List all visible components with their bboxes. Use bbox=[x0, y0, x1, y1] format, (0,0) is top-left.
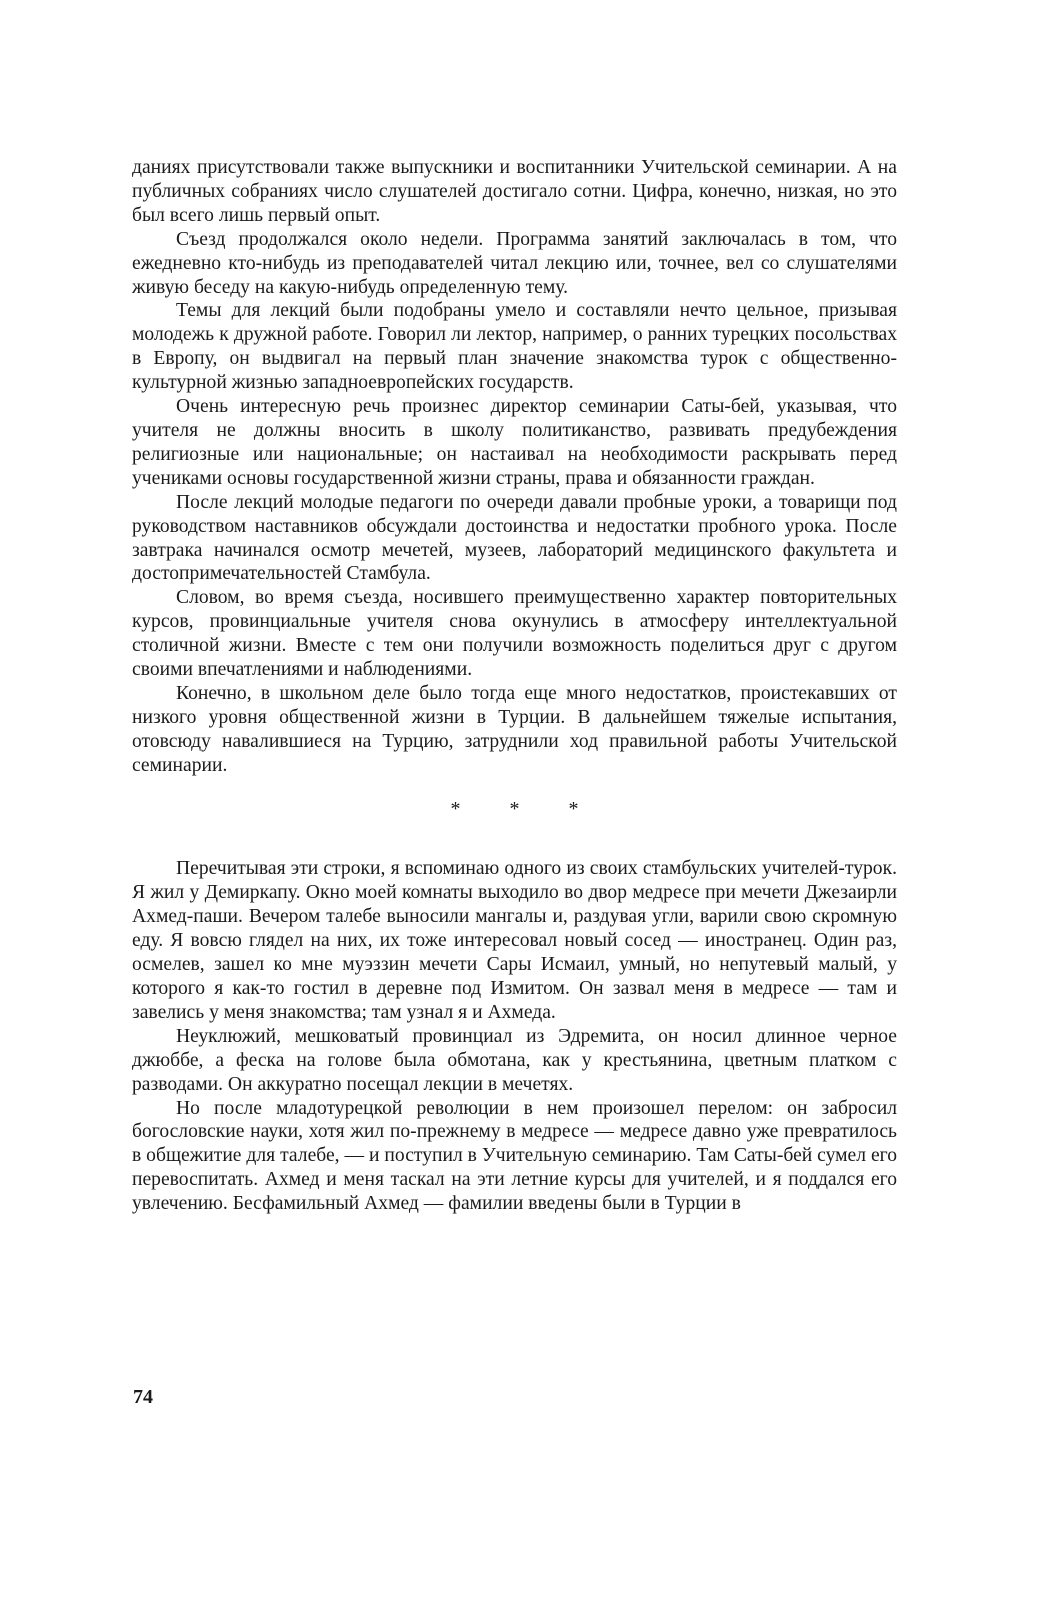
paragraph-6: Словом, во время съезда, носившего преимущественно характер повторительных курсов, провинциальные учителя снова окунулись в атмосферу интеллектуальной столичной жизни. Вместе с тем они получили возможность поделиться друг с другом своими впечатлениями и наблюдениями. bbox=[132, 587, 897, 681]
page-number: 74 bbox=[133, 1386, 153, 1408]
paragraph-7: Конечно, в школьном деле было тогда еще много недостатков, проистекавших от низкого уровня общественной жизни в Турции. В дальнейшем тяжелые испытания, отовсюду навалившиеся на Турцию, затруднили ход правильной работы Учительской семинарии. bbox=[132, 682, 897, 776]
separator-asterisk: * bbox=[509, 797, 520, 820]
separator-asterisk: * bbox=[568, 797, 579, 820]
paragraph-9: Неуклюжий, мешковатый провинциал из Эдремита, он носил длинное черное джюббе, а феска на голове была обмотана, как у крестьянина, цветным платком с разводами. Он аккуратно посещал лекции в мечетях. bbox=[132, 1025, 897, 1095]
section-separator bbox=[132, 798, 897, 822]
paragraph-5: После лекций молодые педагоги по очереди давали пробные уроки, а товарищи под руководством наставников обсуждали достоинства и недостатки пробного урока. После завтрака начинался осмотр мечетей, музеев, лабораторий медицинского факультета и достопримечательностей Стамбула. bbox=[132, 491, 897, 585]
separator-asterisk: * bbox=[450, 797, 461, 820]
page-body bbox=[132, 156, 897, 1216]
paragraph-10: Но после младотурецкой революции в нем произошел перелом: он забросил богословские науки, хотя жил по-прежнему в медресе — медресе давно уже превратилось в общежитие для талебе, — и поступил в Учительную семинарию. Там Саты-бей сумел его перевоспитать. Ахмед и меня таскал на эти летние курсы для учителей, и я поддался его увлечению. Бесфамильный Ахмед — фамилии введены были в Турции в bbox=[132, 1097, 897, 1215]
paragraph-2: Съезд продолжался около недели. Программа занятий заключалась в том, что ежедневно кто-нибудь из преподавателей читал лекцию или, точнее, вел со слушателями живую беседу на какую-нибудь определенную тему. bbox=[132, 228, 897, 298]
paragraph-8: Перечитывая эти строки, я вспоминаю одного из своих стамбульских учителей-турок. Я жил у Демиркапу. Окно моей комнаты выходило во двор медресе при мечети Джезаирли Ахмед-паши. Вечером талебе выносили мангалы и, раздувая угли, варили свою скромную еду. Я вовсю глядел на них, их тоже интересовал новый сосед — иностранец. Один раз, осмелев, зашел ко мне муэззин мечети Сары Исмаил, умный, но непутевый малый, у которого я как-то гостил в деревне под Измитом. Он зазвал меня в медресе — там и завелись у меня знакомства; там узнал я и Ахмеда. bbox=[132, 858, 897, 1023]
paragraph-3: Темы для лекций были подобраны умело и составляли нечто цельное, призывая молодежь к дружной работе. Говорил ли лектор, например, о ранних турецких посольствах в Европу, он выдвигал на первый план значение знакомства турок с общественно-культурной жизнью западноевропейских государств. bbox=[132, 300, 897, 394]
paragraph-4: Очень интересную речь произнес директор семинарии Саты-бей, указывая, что учителя не должны вносить в школу политиканство, развивать предубеждения религиозные или национальные; он настаивал на необходимости раскрывать перед учениками основы государственной жизни страны, права и обязанности граждан. bbox=[132, 396, 897, 489]
paragraph-1: даниях присутствовали также выпускники и воспитанники Учительской семинарии. А на публичных собраниях число слушателей достигало сотни. Цифра, конечно, низкая, но это был всего лишь первый опыт. bbox=[132, 157, 897, 226]
